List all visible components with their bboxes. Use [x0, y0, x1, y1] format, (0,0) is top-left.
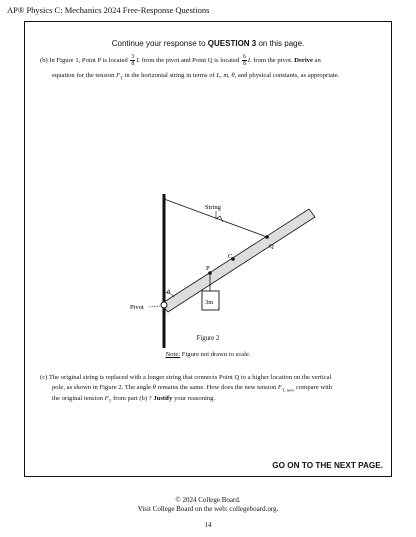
tension-new-symbol: F	[277, 383, 282, 391]
question-frame	[24, 21, 392, 477]
question-number: QUESTION 3	[207, 39, 257, 48]
note-label: Note:	[165, 351, 181, 358]
figure-note	[25, 351, 391, 358]
tension-subscript: T	[120, 75, 123, 81]
tension-original-symbol: F	[104, 394, 109, 402]
part-b-text-3: from the pivot.	[251, 57, 295, 65]
string-label: String	[205, 204, 221, 211]
part-c-line2c: compare with	[294, 383, 333, 391]
angle-label: θ	[167, 289, 171, 296]
tension-symbol: F	[116, 72, 121, 79]
part-c-line2a: pole, as shown in Figure 2. The angle	[52, 383, 153, 391]
page-header: AP® Physics C: Mechanics 2024 Free-Response Questions	[7, 5, 210, 15]
string-label-pointer	[216, 211, 223, 222]
point-c-label: C	[228, 253, 233, 260]
justify-keyword: Justify	[153, 394, 173, 402]
fraction-p-den: 8	[131, 61, 135, 67]
pivot-label: Pivot	[130, 304, 144, 311]
part-c-line3a: the original tension	[52, 394, 105, 402]
fraction-q-num: 6	[242, 54, 246, 60]
part-b-text-2: from the pivot and Point Q is located	[139, 57, 241, 65]
point-q-label: Q	[269, 243, 274, 250]
copyright: © 2024 College Board.	[175, 496, 241, 504]
part-b-line2c: and physical constants, as appropriate.	[236, 72, 340, 79]
tension-original-subscript: T	[108, 397, 112, 403]
continue-suffix: on this page.	[256, 39, 305, 48]
tension-new-subscript: T, new	[281, 386, 295, 392]
point-q-dot	[265, 235, 269, 239]
rod	[161, 209, 315, 312]
derive-keyword: Derive	[294, 57, 313, 65]
fraction-p-num: 3	[131, 54, 135, 60]
mass-label: 3m	[205, 299, 214, 306]
figure-2-diagram	[25, 22, 393, 478]
part-c-line1: (c) The original string is replaced with a longer string that connects Point Q to a higher location on the vertical	[40, 374, 332, 381]
length-l-2: L	[247, 57, 252, 65]
part-b-text-1: (b) In Figure 1, Point P is located	[40, 57, 130, 65]
part-b-text-4: an	[312, 57, 321, 65]
part-c-text	[40, 373, 385, 405]
part-c-line3b: from part (b) ?	[111, 394, 154, 402]
part-b-line2: equation for the tension	[52, 72, 117, 79]
fraction-q-den: 8	[242, 61, 246, 67]
length-l-1: L	[136, 57, 140, 65]
continue-prefix: Continue your response to	[111, 39, 208, 48]
pivot-leader	[149, 306, 160, 307]
point-p-label: P	[206, 265, 210, 272]
go-on-notice: GO ON TO THE NEXT PAGE.	[272, 461, 383, 470]
theta-symbol: θ	[152, 383, 156, 391]
note-text: Figure not drawn to scale.	[180, 351, 251, 358]
figure-caption: Figure 2	[196, 335, 220, 342]
variables: L, m, θ,	[216, 72, 237, 79]
part-c-line3c: your reasoning.	[172, 394, 216, 402]
page-number: 14	[204, 521, 212, 529]
visit-link-text: Visit College Board on the web: collegeboard.org.	[137, 505, 279, 514]
pivot-circle	[161, 302, 167, 308]
part-c-line2b: remains the same. How does the new tension	[155, 383, 278, 391]
part-b-line2b: in the horizontal string in terms of	[122, 72, 217, 79]
page-footer	[0, 496, 416, 514]
